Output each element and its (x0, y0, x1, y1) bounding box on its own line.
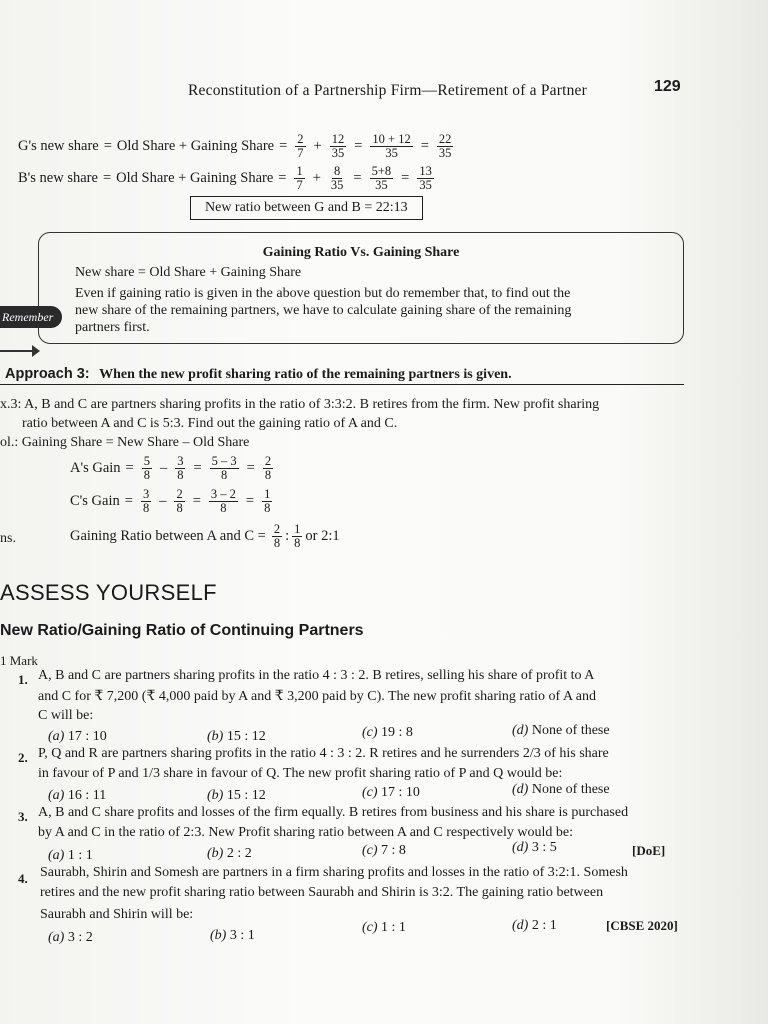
fraction: $\frac{1}{8}$ (294, 522, 301, 550)
running-header: Reconstitution of a Partnership Firm—Retirement of a Partner (188, 82, 587, 99)
question-line: Saurabh and Shirin will be: (40, 907, 194, 922)
remember-line: New share = Old Share + Gaining Share (75, 265, 302, 280)
fraction: $\frac{12}{35}$ (331, 132, 345, 160)
question-line: P, Q and R are partners sharing profits in the ratio 4 : 3 : 2. R retires and he surrenders 2/3 of his share (38, 746, 609, 761)
a-gain-equation: A's Gain = $\frac{5}{8}$ – $\frac{3}{8}$ = $\frac{5 - 3}{8}$ = $\frac{2}{8}$ (70, 454, 272, 482)
fraction: $\frac{13}{35}$ (419, 164, 432, 192)
b-share-equation: B's new share = Old Share + Gaining Share = $\frac{1}{7}$ + $\frac{8}{35}$ = $\frac{5+8}{35}$ = $\frac{13}{35}$ (18, 164, 432, 192)
fraction: $\frac{5}{8}$ (143, 454, 150, 482)
option-c: (c) 19 : 8 (362, 725, 413, 740)
option-a: (a) 16 : 11 (48, 788, 107, 803)
b-share-label: B's new share (18, 170, 98, 186)
b-share-lhs: Old Share + Gaining Share (116, 170, 274, 186)
question-line: A, B and C share profits and losses of the firm equally. B retires from business and his share is purchased (38, 805, 629, 820)
option-c: (c) 7 : 8 (362, 843, 406, 858)
option-a: (a) 3 : 2 (48, 930, 93, 945)
question-line: in favour of P and 1/3 share in favour of Q. The new profit sharing ratio of P and Q would be: (38, 766, 563, 781)
question-line: C will be: (38, 708, 94, 723)
question-line: retires and the new profit sharing ratio between Saurabh and Shirin is 3:2. The gaining ratio between (40, 885, 604, 900)
example-label: x.3: (0, 397, 22, 412)
solution-line: ol.: Gaining Share = New Share – Old Share (0, 435, 250, 450)
question-line: A, B and C are partners sharing profits in the ratio 4 : 3 : 2. B retires, selling his share of profit to A (38, 668, 595, 683)
option-a: (a) 1 : 1 (48, 848, 93, 863)
question-number: 3. (18, 809, 28, 824)
option-d: (d) 2 : 1 (512, 918, 557, 933)
fraction: $\frac{1}{7}$ (296, 164, 303, 192)
section-heading: New Ratio/Gaining Ratio of Continuing Partners (0, 622, 364, 639)
fraction: $\frac{3}{8}$ (177, 454, 184, 482)
fraction: $\frac{2}{8}$ (264, 454, 272, 482)
fraction: $\frac{10 + 12}{35}$ (372, 132, 411, 160)
source-tag: [DoE] (632, 843, 666, 858)
remember-line: new share of the remaining partners, we have to calculate gaining share of the remaining (75, 303, 572, 318)
fraction: $\frac{5 - 3}{8}$ (211, 454, 237, 482)
arrow-line (0, 350, 34, 352)
c-gain-equation: C's Gain = $\frac{3}{8}$ – $\frac{2}{8}$ = $\frac{3 - 2}{8}$ = $\frac{1}{8}$ (70, 487, 271, 515)
question-line: Saurabh, Shirin and Somesh are partners in a firm sharing profits and losses in the ratio of 3:2:1. Somesh (40, 865, 628, 880)
fraction: $\frac{2}{8}$ (176, 487, 183, 515)
page-number: 129 (654, 78, 681, 95)
remember-title: Gaining Ratio Vs. Gaining Share (262, 245, 460, 260)
option-b: (b) 15 : 12 (207, 729, 266, 744)
option-d: (d) 3 : 5 (512, 840, 557, 855)
assess-heading: ASSESS YOURSELF (0, 580, 217, 605)
solution-label: ol.: (0, 435, 19, 450)
example-line: ratio between A and C is 5:3. Find out the gaining ratio of A and C. (22, 416, 398, 431)
fraction: $\frac{8}{35}$ (330, 164, 344, 192)
remember-line: Even if gaining ratio is given in the above question but do remember that, to find out the (75, 286, 571, 301)
new-ratio-box: New ratio between G and B = 22:13 (190, 196, 423, 220)
mark-label: 1 Mark (0, 653, 38, 668)
option-c: (c) 1 : 1 (362, 920, 406, 935)
g-share-equation: G's new share = Old Share + Gaining Share = $\frac{2}{7}$ + $\frac{12}{35}$ = $\frac{10 + 12}{35}$ = $\frac{22}{35}$ (18, 132, 452, 160)
option-d: (d) None of these (512, 782, 610, 797)
fraction: $\frac{3 - 2}{8}$ (210, 487, 236, 515)
question-number: 4. (18, 871, 28, 886)
option-b: (b) 2 : 2 (207, 846, 252, 861)
remember-line: partners first. (75, 320, 150, 335)
answer-label: ns. (0, 531, 16, 546)
option-d: (d) None of these (512, 723, 610, 738)
fraction: $\frac{3}{8}$ (142, 487, 150, 515)
option-b: (b) 15 : 12 (207, 788, 266, 803)
option-a: (a) 17 : 10 (48, 729, 107, 744)
option-b: (b) 3 : 1 (210, 928, 255, 943)
remember-box (38, 232, 684, 344)
source-tag: [CBSE 2020] (606, 918, 678, 933)
remember-tag: Remember (0, 306, 62, 328)
question-line: by A and C in the ratio of 2:3. New Profit sharing ratio between A and C respectively would be: (38, 825, 574, 840)
option-c: (c) 17 : 10 (362, 785, 420, 800)
fraction: $\frac{1}{8}$ (264, 487, 271, 515)
question-number: 2. (18, 750, 28, 765)
g-share-lhs: Old Share + Gaining Share (116, 138, 275, 154)
question-number: 1. (18, 672, 28, 687)
answer-equation: Gaining Ratio between A and C = $\frac{2}{8}$ : $\frac{1}{8}$ or 2:1 (70, 522, 340, 550)
approach-heading: Approach 3: When the new profit sharing ratio of the remaining partners is given. (5, 366, 512, 382)
example-line: x.3: A, B and C are partners sharing profits in the ratio of 3:3:2. B retires from the firm. New profit sharing (0, 397, 600, 412)
fraction: $\frac{2}{8}$ (273, 522, 281, 550)
question-line: and C for ₹ 7,200 (₹ 4,000 paid by A and ₹ 3,200 paid by C). The new profit sharing ratio of A and (38, 689, 596, 704)
g-share-label: G's new share (18, 138, 99, 154)
fraction: $\frac{5+8}{35}$ (371, 164, 392, 192)
arrow-icon (32, 345, 40, 357)
divider (0, 384, 684, 385)
fraction: $\frac{22}{35}$ (438, 132, 452, 160)
fraction: $\frac{2}{7}$ (297, 132, 304, 160)
